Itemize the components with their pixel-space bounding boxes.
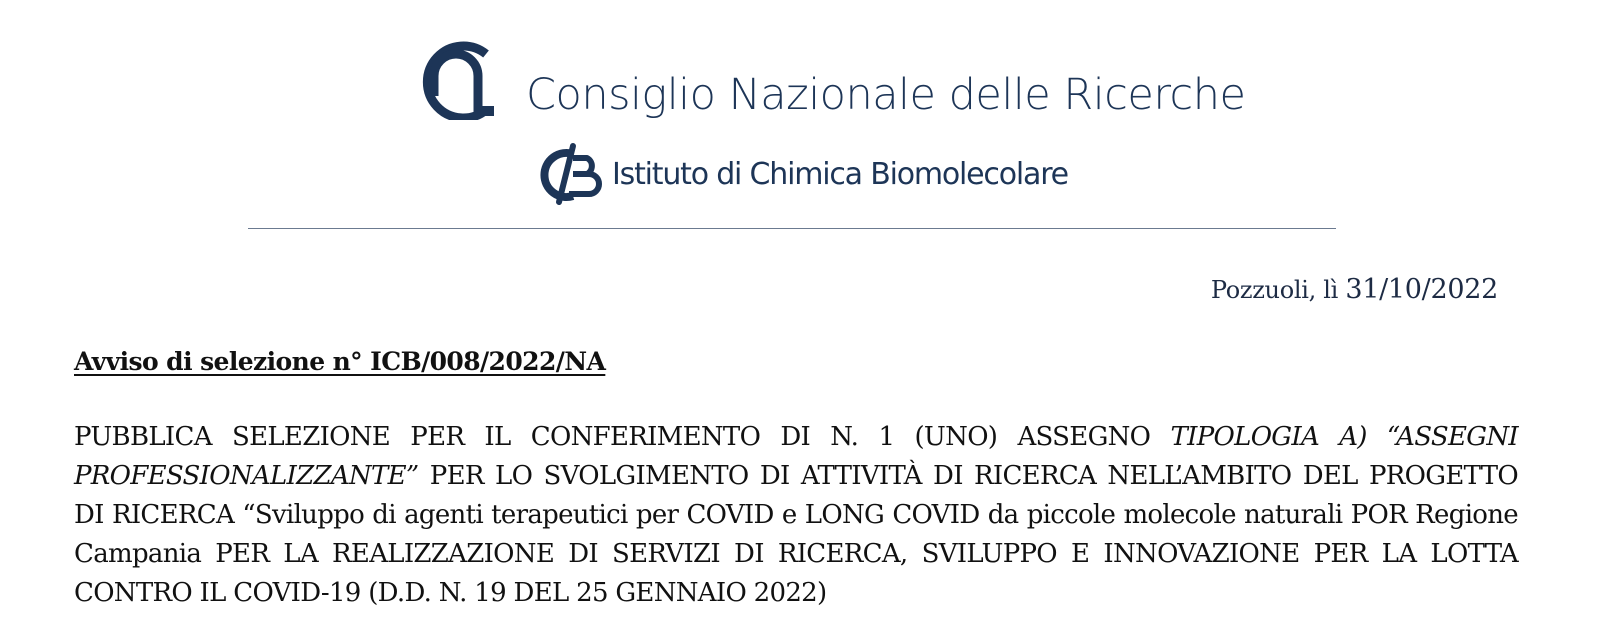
date-value: 31/10/2022 [1345, 274, 1498, 305]
place-date [1211, 274, 1498, 305]
letterhead [0, 0, 1600, 240]
organization-name: Consiglio Nazionale delle Ricerche [526, 70, 1246, 120]
notice-reference: Avviso di selezione n° ICB/008/2022/NA [74, 347, 606, 376]
notice-body-part-italic: TIPOLOGIA A) “ASSEGNI PROFESSIONALIZZANTE” [74, 422, 1518, 491]
header-divider [248, 228, 1336, 229]
notice-body-part: PER LO SVOLGIMENTO DI ATTIVITÀ DI RICERCA NELL’AMBITO DEL PROGETTO DI RICERCA “Sviluppo di agenti terapeutici per COVID e LONG COVID da piccole molecole naturali POR Regione Campania PER LA REALIZZAZIONE DI SERVIZI DI RICERCA, SVILUPPO E INNOVAZIONE PER LA LOTTA CONTRO IL COVID-19 (D.D. N. 19 DEL 25 GENNAIO 2022) [74, 461, 1518, 608]
place-label: Pozzuoli, lì [1210, 276, 1339, 304]
notice-body [74, 418, 1518, 613]
icb-logo-icon [533, 140, 603, 206]
cnr-logo-icon [408, 36, 498, 120]
institute-name: Istituto di Chimica Biomolecolare [612, 157, 1068, 192]
notice-body-part: PUBBLICA SELEZIONE PER IL CONFERIMENTO DI N. 1 (UNO) ASSEGNO [74, 422, 1171, 452]
